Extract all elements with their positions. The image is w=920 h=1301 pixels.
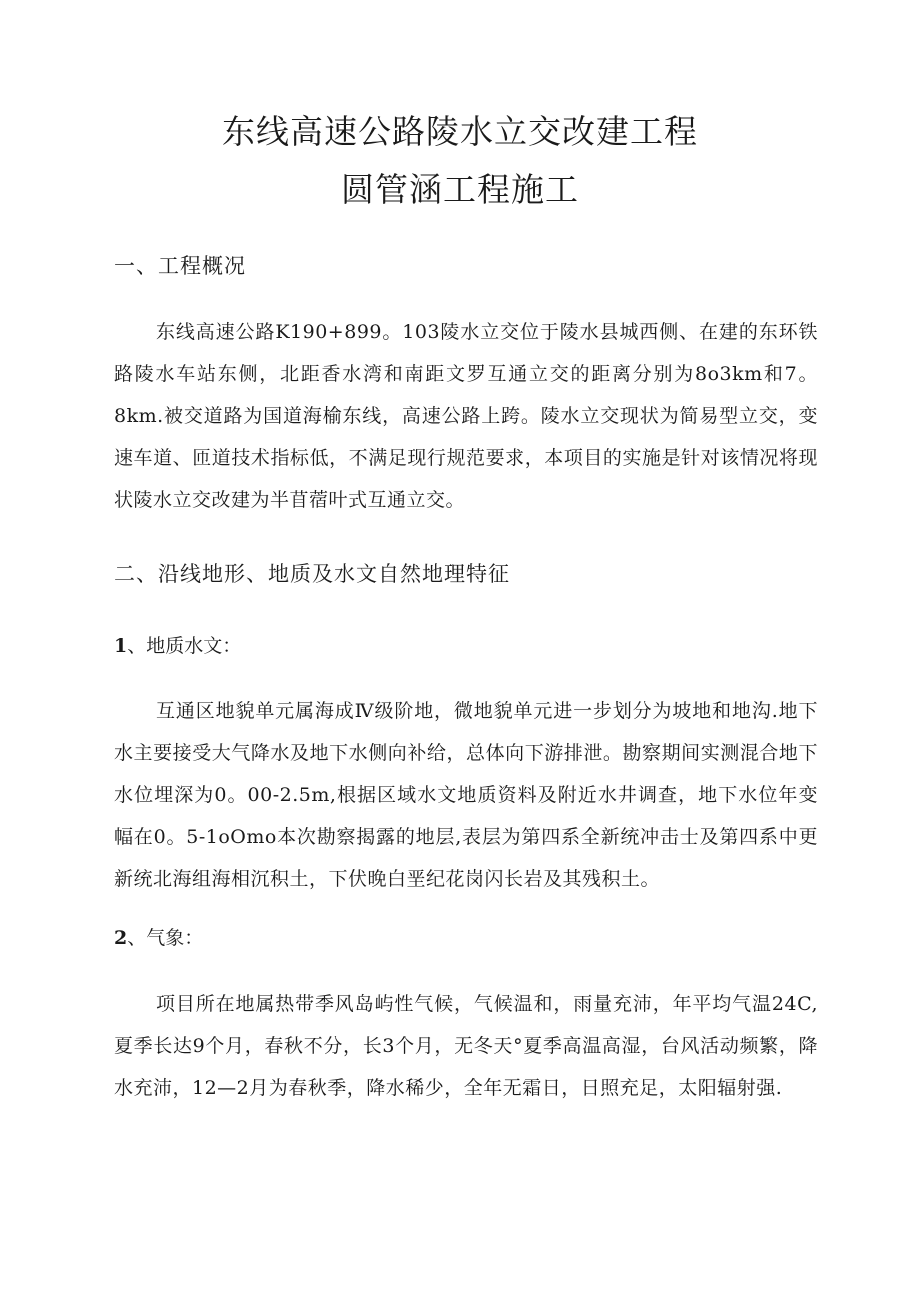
subsection-label: 、气象： xyxy=(127,927,204,949)
section-paragraph-overview: 东线高速公路K190+899。103陵水立交位于陵水县城西侧、在建的东环铁路陵水车站东侧，北距香水湾和南距文罗互通立交的距离分别为8o3km和7。8km.被交道路为国道海榆东线，高速公路上跨。陵水立交现状为简易型立交，变速车道、匝道技术指标低，不满足现行规范要求，本项目的实施是针对该情况将现状陵水立交改建为半苜蓿叶式互通立交。 xyxy=(114,321,818,511)
subsection-paragraph-geology: 互通区地貌单元属海成Ⅳ级阶地，微地貌单元进一步划分为坡地和地沟.地下水主要接受大气降水及地下水侧向补给，总体向下游排泄。勘察期间实测混合地下水位埋深为0。00-2.5m,根据区域水文地质资料及附近水井调查，地下水位年变幅在0。5-1oOmo本次勘察揭露的地层,表层为第四系全新统冲击士及第四系中更新统北海组海相沉积土，下伏晚白垩纪花岗闪长岩及其残积土。 xyxy=(114,700,818,890)
document-title-line-1: 东线高速公路陵水立交改建工程 xyxy=(222,112,698,151)
subsection-heading-climate xyxy=(114,925,203,951)
subsection-paragraph-climate: 项目所在地属热带季风岛屿性气候，气候温和，雨量充沛，年平均气温24C,夏季长达9个月，春秋不分，长3个月，无冬天°夏季高温高湿，台风活动频繁，降水充沛，12—2月为春秋季，降水稀少，全年无霜日，日照充足，太阳辐射强. xyxy=(114,993,818,1099)
section-heading-overview: 一、工程概况 xyxy=(114,254,246,278)
subsection-number: 1 xyxy=(114,635,128,657)
section-heading-natural-features: 二、沿线地形、地质及水文自然地理特征 xyxy=(114,562,510,586)
subsection-number: 2 xyxy=(114,927,128,949)
subsection-label: 、地质水文： xyxy=(127,635,242,657)
document-title-line-2: 圆管涵工程施工 xyxy=(341,170,579,209)
subsection-heading-geology xyxy=(114,633,241,659)
